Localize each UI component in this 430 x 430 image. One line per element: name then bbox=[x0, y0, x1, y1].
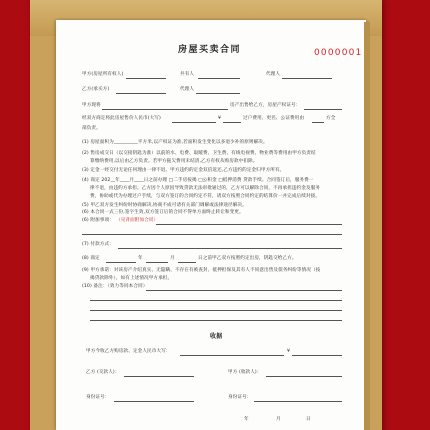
preamble-line1a: 甲方现将 bbox=[82, 103, 101, 108]
id-a-line bbox=[254, 401, 342, 402]
receipt-title: 收据 bbox=[210, 333, 223, 340]
id-b-line bbox=[114, 401, 194, 402]
clause-1: (1) 房屋面积为__________平方米,以产权证为准,若面积发生变化以多退少补的原则解决。 bbox=[82, 140, 268, 145]
remark-line-2 bbox=[82, 234, 342, 235]
delivery-d: 日之前甲乙双方按照约定出房，钥匙交给乙方。 bbox=[198, 256, 297, 261]
date-day: 日 bbox=[306, 417, 311, 422]
party-a-label: 甲方(房屋所有权人) bbox=[82, 72, 124, 77]
co-owner-line bbox=[198, 78, 240, 79]
id-b-label: 身份证号： bbox=[86, 395, 110, 400]
clause-4b: 律不退，由违约方承担。乙方因个人原因导致贷款无法审批通过的，乙方可以解除合同，不再承担违约金及服务 bbox=[90, 186, 320, 191]
note-line-3 bbox=[90, 310, 342, 311]
note-line-4 bbox=[90, 320, 342, 321]
clause-2b: 算缴纳费用,以后由乙方负责。若甲方拖欠费用未结清,乙方有权从购房款中扣除。 bbox=[90, 159, 258, 164]
clause-2a: (2) 售房成交日（以交接钥匙为准）以前的水、电费、取暖费、卫生费、有线电视费、物业费等费用由甲方负责结 bbox=[82, 151, 316, 156]
remark-line-1 bbox=[156, 224, 342, 225]
receipt-number-line bbox=[292, 355, 342, 356]
party-b-label: 乙方(承买方) bbox=[82, 87, 110, 92]
fee-party-line bbox=[312, 122, 324, 123]
party-a-sign-line bbox=[266, 376, 342, 377]
payment-line-1 bbox=[118, 248, 342, 249]
preamble-line2d: 方全 bbox=[326, 116, 336, 121]
clause-5: (5) 甲乙双方发生纠纷时协商解决,协商不成可请有关部门调解或法律途径解决。 bbox=[82, 203, 247, 208]
clause-3: (3) 定金一经交付无论任何理由一律不退。甲方违约的定金双倍返还,乙方违约的定金归甲方所有。 bbox=[82, 168, 285, 173]
party-b-line bbox=[116, 93, 166, 94]
clause-6: (6) 本合同一式三份,签字生效,双方签订后的合同不得单方面终止转让和变更。 bbox=[82, 210, 244, 215]
preamble-line1b: 房产出售给乙方，房屋产权证号： bbox=[230, 103, 301, 108]
cert-number-line bbox=[304, 109, 342, 110]
party-b-sign-label: 乙方 (交款人)： bbox=[86, 370, 120, 375]
receipt-yuan: ¥ bbox=[287, 349, 291, 354]
sheet-stack-edge bbox=[364, 22, 370, 430]
party-b-sign-line bbox=[124, 376, 194, 377]
delivery-a: (8) 商定 bbox=[82, 256, 100, 261]
note-line-2 bbox=[90, 300, 342, 301]
party-a-line bbox=[126, 78, 166, 79]
delivery-year-line bbox=[106, 262, 136, 263]
delivery-b: 年 bbox=[138, 256, 143, 261]
promise-1: (9) 甲方承诺：对该房产介绍真实、无隐瞒、不存在有被查封、抵押担保及其有人不同意出售及债务纠纷等情况（按 bbox=[82, 268, 321, 273]
co-owner-label: 共有人 bbox=[180, 72, 195, 77]
serial-number: 0000001 bbox=[314, 48, 363, 58]
agent-b-line bbox=[196, 93, 240, 94]
note-label: (10) 备注：（效力等同本合同） bbox=[82, 284, 148, 289]
clause-4c: 费，协助或代为办理过户手续，与双方签订的合同约定不符，请双方按照合同约定的结算价一并完成后续对接。 bbox=[90, 194, 320, 199]
preamble-line2c: 过户费用、更名、公证费用由 bbox=[243, 116, 305, 121]
party-a-sign-label: 甲方 (收款人)： bbox=[228, 370, 262, 375]
delivery-day-line bbox=[178, 262, 196, 263]
agent-b-label: 代理人 bbox=[180, 87, 195, 92]
price-chinese-line bbox=[172, 122, 216, 123]
note-line-1 bbox=[146, 290, 342, 291]
preamble-line2a: 经双方商定将此房屋售价人民币(大写) bbox=[82, 116, 161, 121]
agent-label: 代理人 bbox=[266, 72, 281, 77]
contract-title: 房屋买卖合同 bbox=[178, 45, 242, 55]
date-year: 年 bbox=[244, 417, 249, 422]
delivery-month-line bbox=[146, 262, 168, 263]
contract-sheet bbox=[56, 20, 366, 430]
delivery-c: 月 bbox=[170, 256, 175, 261]
promise-2: 揭贷款除外），如有上述情况甲方承担。 bbox=[90, 276, 173, 281]
clause-4a: (4) 商定 202__年____月____日之前办理 □二手房按揭 □公积金 □抵押消费 贷款手续。合同签订后，服务费一 bbox=[82, 178, 314, 183]
remark-label: (6) 附加事项： bbox=[82, 218, 114, 223]
payment-label: (7) 付款方式： bbox=[82, 242, 114, 247]
price-number-line bbox=[223, 122, 241, 123]
receipt-amount-line bbox=[180, 355, 284, 356]
date-month: 月 bbox=[276, 417, 281, 422]
remark-note: （见背面附加合同） bbox=[116, 218, 159, 223]
id-a-label: 身份证号： bbox=[228, 395, 252, 400]
receipt-text: 甲方今收乙方购房款、定金人民币大写： bbox=[86, 349, 171, 354]
preamble-line1-blank bbox=[102, 109, 228, 110]
preamble-yuan: ¥ bbox=[218, 116, 222, 121]
agent-line bbox=[282, 78, 332, 79]
preamble-line3: 部负责。 bbox=[82, 126, 101, 131]
